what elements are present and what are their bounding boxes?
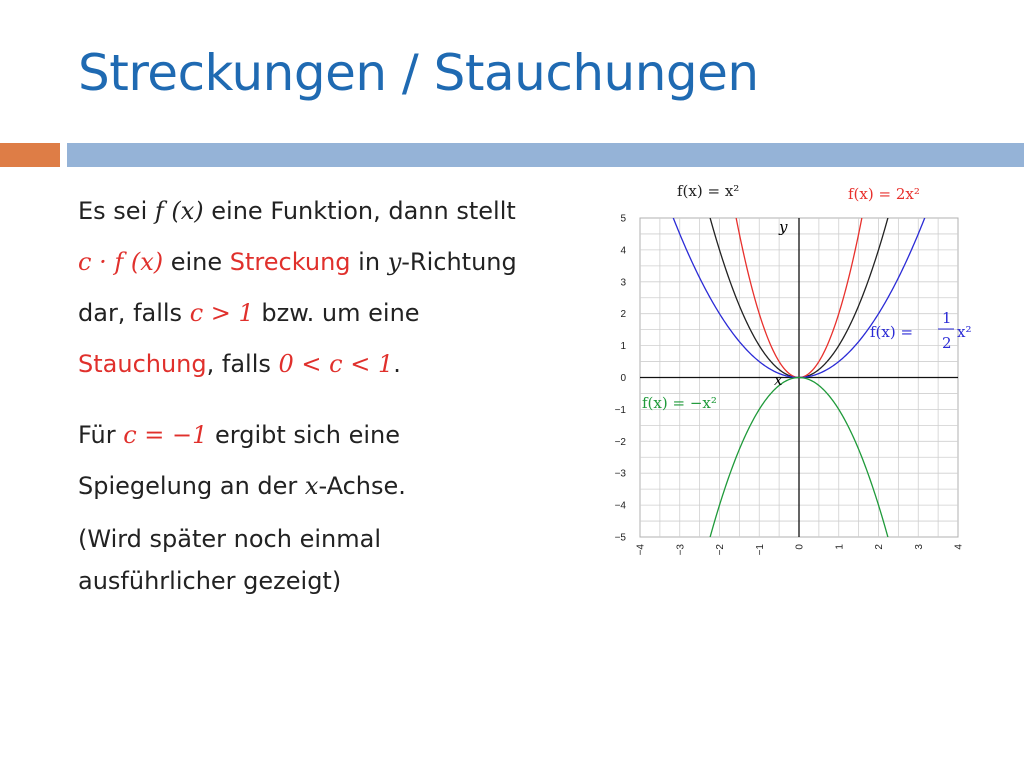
math-c-fx: c · f (x): [78, 248, 164, 276]
x-tick-label: −4: [635, 544, 647, 556]
text-segment: eine Funktion, dann stellt: [203, 197, 516, 225]
text-segment: .: [393, 350, 401, 378]
x-tick-label: 1: [834, 544, 846, 550]
label-half-numerator: 1: [942, 309, 952, 327]
y-tick-label: 0: [620, 373, 626, 384]
y-axis-label: y: [779, 218, 788, 236]
label-half-denominator: 2: [942, 334, 952, 352]
body-line-6: [78, 461, 598, 512]
body-line-7: (Wird später noch einmal: [78, 525, 381, 553]
x-tick-label: −3: [675, 544, 687, 556]
x-tick-label: −2: [715, 544, 726, 556]
body-line-1: [78, 186, 598, 237]
x-tick-label: 0: [794, 544, 806, 550]
body-line-2: [78, 237, 598, 288]
body-line-3: [78, 288, 598, 339]
label-minus-x-squared: f(x) = −x²: [642, 394, 717, 412]
text-segment: eine: [163, 248, 230, 276]
y-tick-label: −4: [614, 500, 626, 512]
y-tick-label: −5: [614, 532, 626, 544]
math-c-gt-1: c > 1: [189, 299, 254, 327]
accent-bar-orange: [0, 143, 60, 167]
math-y: y: [387, 248, 402, 276]
x-tick-label: −1: [754, 544, 766, 556]
text-segment: Es sei: [78, 197, 155, 225]
y-tick-label: 3: [620, 277, 626, 289]
math-x: x: [304, 472, 319, 500]
term-stauchung: Stauchung: [78, 350, 207, 378]
text-segment: -Achse.: [318, 472, 406, 500]
x-tick-label: 3: [913, 544, 925, 550]
text-segment: -Richtung: [401, 248, 517, 276]
y-tick-label: 5: [620, 213, 626, 225]
label-half-prefix: f(x) =: [870, 323, 914, 341]
x-axis-label: x: [774, 371, 783, 389]
body-line-5: [78, 410, 598, 461]
y-tick-label: 4: [620, 245, 626, 257]
text-segment: Für: [78, 421, 124, 449]
text-segment: , falls: [206, 350, 279, 378]
x-tick-label: 2: [874, 544, 885, 550]
y-tick-label: −3: [614, 468, 626, 480]
term-streckung: Streckung: [229, 248, 351, 276]
math-fx: f (x): [154, 197, 204, 225]
body-text: [78, 186, 598, 602]
parabola-chart: [600, 170, 1000, 570]
slide-title: Streckungen / Stauchungen: [78, 44, 759, 102]
body-line-8: ausführlicher gezeigt): [78, 567, 342, 595]
math-0-lt-c-lt-1: 0 < c < 1: [278, 350, 394, 378]
chart-ticks: [615, 214, 965, 556]
label-2x-squared: f(x) = 2x²: [848, 185, 920, 203]
y-tick-label: −1: [614, 404, 626, 416]
x-tick-label: 4: [953, 544, 965, 550]
body-line-4: [78, 339, 598, 390]
text-segment: Spiegelung an der: [78, 472, 305, 500]
text-segment: ergibt sich eine: [207, 421, 401, 449]
y-tick-label: −2: [614, 436, 626, 448]
label-x-squared: f(x) = x²: [677, 182, 740, 200]
y-tick-label: 1: [620, 341, 626, 353]
y-tick-label: 2: [620, 309, 626, 321]
text-segment: in: [350, 248, 388, 276]
text-segment: bzw. um eine: [253, 299, 420, 327]
label-half-suffix: x²: [957, 323, 972, 341]
accent-bar-blue: [67, 143, 1024, 167]
text-segment: dar, falls: [78, 299, 190, 327]
math-c-eq-minus-1: c = −1: [123, 421, 208, 449]
